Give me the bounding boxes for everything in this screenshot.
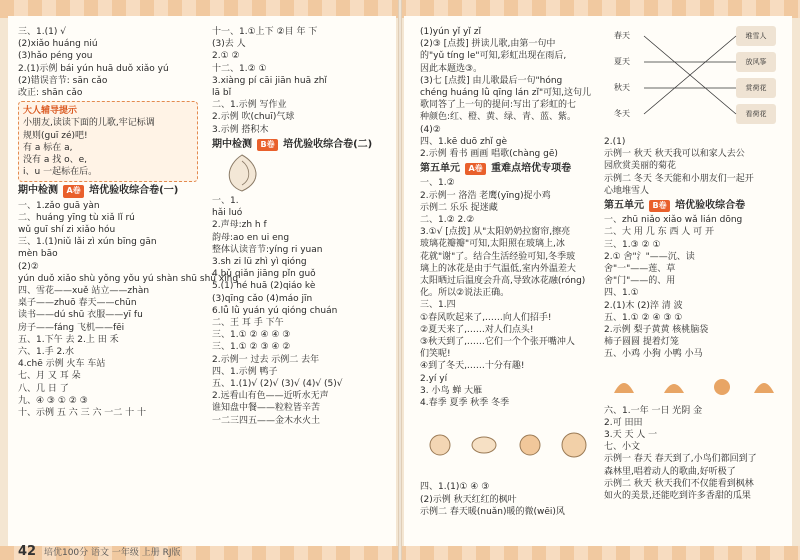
answer-line: 三、1.① ② ④ ④ ③ bbox=[212, 330, 291, 341]
answer-line: hǎi luó bbox=[212, 208, 243, 219]
answer-line: 如火的美景,还能吃到许多香甜的瓜果 bbox=[604, 491, 751, 502]
answer-line: 三、1.③ ② ① bbox=[604, 239, 661, 250]
answer-line: 四、雪花——xuě 站立——zhàn bbox=[18, 286, 150, 297]
answer-line: 二、王 耳 手 下午 bbox=[212, 318, 284, 329]
answer-line: 谁知盘中餐——粒粒皆辛苦 bbox=[212, 403, 321, 414]
answer-line: 示例二 秋天 秋天我们不仅能看到枫林 bbox=[604, 478, 754, 489]
answer-line: 舍"一"——莲、草 bbox=[604, 264, 676, 275]
answer-line: 十、示例 五 六 三 六 一二 十 十 bbox=[18, 408, 147, 419]
answer-line: 森林里,唱着动人的歌曲,好听极了 bbox=[604, 466, 736, 477]
answer-line: 3.天 天 人 一 bbox=[604, 430, 658, 441]
answer-line: 示例一 春天 春天到了,小鸟们都回到了 bbox=[604, 454, 757, 465]
answer-line: 2.(1) bbox=[604, 137, 626, 147]
col3-season-matching bbox=[420, 385, 598, 409]
section-tag: B卷 bbox=[649, 200, 669, 212]
answer-line: 3.①√ [点拨] 从"太阳奶奶拉窗帘,擦亮 bbox=[420, 227, 571, 238]
answer-line: (1)yún yǐ yǐ zǐ bbox=[420, 27, 481, 37]
answer-line: 玻璃花瓣瓣"可知,太阳照在玻璃上,冰 bbox=[420, 239, 565, 250]
answer-line: 有 a 标在 a, bbox=[23, 142, 73, 153]
section-name: 培优验收综合卷(一) bbox=[89, 185, 179, 197]
col4-answers-top bbox=[604, 136, 790, 197]
answer-line: 心地堆雪人 bbox=[604, 185, 650, 196]
answer-line: 2.① 舍"氵"——沉、读 bbox=[604, 251, 695, 262]
tip-title: 大人辅导提示 bbox=[23, 106, 78, 117]
answer-line: 一、1.② bbox=[420, 178, 455, 189]
page-number: 42 bbox=[18, 544, 37, 559]
answer-line: 种颜色:红、橙、黄、绿、青、蓝、紫。 bbox=[420, 112, 577, 123]
match-season-label: 春天 bbox=[614, 31, 630, 40]
answer-line: 四、1.① bbox=[604, 288, 639, 299]
answer-line: 2.声母:zh h f bbox=[212, 220, 267, 231]
col2-answers-bottom bbox=[212, 195, 392, 427]
answer-line: 桌子——zhuō 春天——chūn bbox=[18, 298, 137, 309]
answer-line: 3.xiàng pí cāi jiān huā zhǐ bbox=[212, 75, 327, 86]
answer-line: 5.(1) hé huā (2)qiáo kè bbox=[212, 281, 316, 292]
answer-line: 六、1.一年 一日 光阴 金 bbox=[604, 405, 703, 416]
answer-line: 4.chē 示例 火车 车站 bbox=[18, 359, 106, 370]
answer-line: 歌同答了上一句的提问:写出了彩虹的七 bbox=[420, 100, 577, 111]
answer-line: 2.(1)木 (2)淬 清 波 bbox=[604, 300, 683, 311]
tip-lines bbox=[23, 117, 193, 178]
answer-line: 一、zhū niǎo xiǎo wǎ lián dōng bbox=[604, 215, 743, 226]
answer-line: 2.yí yí bbox=[420, 373, 448, 384]
section-title: 期中检测 bbox=[18, 185, 58, 197]
answer-line: mèn bāo bbox=[18, 249, 58, 260]
col4-answers-bottom bbox=[604, 405, 790, 503]
answer-line: 2.① ② bbox=[212, 51, 240, 62]
footer-text: 培优100分 语文 一年级 上册 RJ版 bbox=[43, 548, 181, 558]
answer-line: 2.示例 吹(chuī)气球 bbox=[212, 112, 295, 123]
answer-line: yún duǒ xiǎo shù yǒng yǒu yú shàn shū shǔ xǐng bbox=[18, 273, 239, 284]
conch-shell-illustration bbox=[212, 153, 392, 193]
section-header-midterm-a bbox=[18, 185, 198, 197]
answer-line: 二、大 用 几 东 西 人 可 开 bbox=[604, 227, 715, 238]
answer-line: 房子——fáng 飞机——fēi bbox=[18, 322, 125, 333]
col3-answers-middle bbox=[420, 177, 598, 384]
answer-line: ④到了冬天,……十分有趣! bbox=[420, 361, 525, 372]
answer-line: 八、几 日 了 bbox=[18, 383, 69, 394]
section-title: 第五单元 bbox=[420, 163, 460, 175]
answer-line: 五、小鸡 小狗 小鸭 小马 bbox=[604, 349, 703, 360]
answer-line: 2.(1)示例 bái yún huā duǒ xiǎo yú bbox=[18, 63, 169, 74]
answer-line: 们笑呢! bbox=[420, 349, 451, 360]
answer-line: ②夏天来了,……对人们点头! bbox=[420, 324, 534, 335]
answer-line: (3)qīng cǎo (4)máo jīn bbox=[212, 293, 313, 304]
answer-line: 太阳晒过后温度会升高,导致冰花融(róng) bbox=[420, 276, 586, 287]
answer-line: 2.示例 看书 画画 唱歌(chàng gē) bbox=[420, 149, 558, 160]
section-header-unit5-b bbox=[604, 200, 790, 212]
match-activity-picture: 看荷花 bbox=[736, 104, 776, 124]
answer-line: 3. 小鸟 蝉 大雁 bbox=[420, 385, 483, 396]
answer-line: 整体认读音节:yíng ri yuan bbox=[212, 244, 323, 255]
answer-line: 示例二 春天暖(nuǎn)暖的微(wēi)风 bbox=[420, 506, 565, 517]
answer-line: 示例二 乐乐 捉迷藏 bbox=[420, 202, 498, 213]
season-activity-matching bbox=[604, 22, 790, 134]
answer-line: 六、1.手 2.水 bbox=[18, 347, 75, 358]
answer-line: 五、1.下午 去 2.上 田 禾 bbox=[18, 334, 119, 345]
answer-line: 四、1.示例 鸭子 bbox=[212, 366, 278, 377]
answer-line: 改正: shān cǎo bbox=[18, 88, 83, 99]
section-title: 期中检测 bbox=[212, 138, 252, 150]
section-tag: A卷 bbox=[63, 185, 83, 197]
answer-line: 示例一 秋天 秋天我可以和家人去公 bbox=[604, 149, 745, 160]
answer-line: (2)xiǎo huáng niú bbox=[18, 39, 98, 50]
match-season-label: 秋天 bbox=[614, 83, 630, 92]
answer-line: 2.远看山有色——近听水无声 bbox=[212, 391, 329, 402]
answer-line: 2.可 田田 bbox=[604, 417, 643, 428]
book-spine bbox=[398, 0, 402, 560]
answer-line: 3.sh zi lü zhì yì qióng bbox=[212, 257, 307, 268]
answer-line: wǔ guī shí zi xiǎo hóu bbox=[18, 225, 116, 236]
answer-line: (3)七 [点拨] 由儿歌最后一句"hóng bbox=[420, 75, 563, 86]
column-2 bbox=[212, 26, 392, 427]
answer-line: 七、月 又 耳 朵 bbox=[18, 371, 81, 382]
tutor-tip-box bbox=[18, 101, 198, 182]
col3-answers-bottom bbox=[420, 481, 598, 518]
column-4 bbox=[604, 22, 790, 502]
answer-line: 没有 a 找 o、e, bbox=[23, 155, 88, 166]
answer-line: 四、1.kē duō zhǐ gè bbox=[420, 136, 508, 147]
match-activity-picture: 堆雪人 bbox=[736, 26, 776, 46]
answer-line: 四、1.(1)① ④ ③ bbox=[420, 482, 490, 493]
page-footer bbox=[18, 544, 181, 559]
answer-line: (2)② bbox=[18, 261, 39, 272]
answer-line: 二、1.② 2.② bbox=[420, 215, 475, 226]
animal-footprints-illustration bbox=[604, 363, 790, 403]
answer-line: 一二三四五——金木水火土 bbox=[212, 415, 321, 426]
match-season-label: 冬天 bbox=[614, 109, 630, 118]
answer-line: 三、1.四 bbox=[420, 300, 456, 311]
col2-answers-top bbox=[212, 26, 392, 136]
answer-line: 花就"谢"了。结合生活经验可知,冬季玻 bbox=[420, 251, 576, 262]
answer-line: 小朋友,读读下面的儿歌,牢记标调 bbox=[23, 118, 155, 129]
section-name: 重难点培优专项卷 bbox=[491, 163, 572, 175]
answer-line: 示例二 冬天 冬天能和小朋友们一起开 bbox=[604, 173, 754, 184]
answer-line: 七、小文 bbox=[604, 442, 641, 453]
answer-line: 4.bǔ qiǎn jiāng pǐn guǒ bbox=[212, 269, 316, 280]
section-title: 第五单元 bbox=[604, 200, 644, 212]
col1-answers-top bbox=[18, 26, 198, 99]
answer-line: 规则(guī zé)吧! bbox=[23, 130, 88, 141]
answer-line: 五、1.① ② ④ ③ ① bbox=[604, 312, 683, 323]
col4-answers-middle bbox=[604, 214, 790, 360]
answer-line: ①春风吹起来了,……向人们招手! bbox=[420, 312, 552, 323]
answer-line: (4)② bbox=[420, 124, 441, 135]
answer-line: 韵母:ao en ui eng bbox=[212, 232, 290, 243]
answer-line: 舍"门"——的、用 bbox=[604, 276, 676, 287]
col3-answers-top bbox=[420, 26, 598, 160]
answer-line: 的"yǔ tíng le"可知,彩虹出现在雨后, bbox=[420, 51, 567, 62]
answer-line: 三、1.(1) √ bbox=[18, 27, 66, 37]
answer-line: chéng huáng lǜ qīng lán zǐ"可知,这句儿 bbox=[420, 88, 592, 99]
answer-line: 十二、1.② ① bbox=[212, 63, 267, 74]
answer-line: 因此本题选③。 bbox=[420, 63, 483, 74]
section-tag: A卷 bbox=[465, 163, 485, 175]
answer-line: 2.示例 梨子黄黄 核桃脑袋 bbox=[604, 325, 709, 336]
section-name: 培优验收综合卷(二) bbox=[283, 138, 373, 150]
answer-line: 三、1.① ② ③ ④ ② bbox=[212, 342, 291, 353]
answer-line: 璃上的冰花是由于气温低,室内外温差大 bbox=[420, 263, 576, 274]
answer-line: 6.lǚ lǜ yuán yú qióng chuán bbox=[212, 305, 338, 316]
answer-line: (2)错误音节: sān cǎo bbox=[18, 75, 108, 86]
answer-line: 2.示例一 过去 示例二 去年 bbox=[212, 354, 320, 365]
match-activity-picture: 放风筝 bbox=[736, 52, 776, 72]
answer-line: (2)③ [点拨] 拼读儿歌,由第一句中 bbox=[420, 39, 556, 50]
answer-line: 化。所以②说法正确。 bbox=[420, 288, 510, 299]
answer-line: 一、1.zǎo guā yàn bbox=[18, 200, 100, 211]
answer-line: i、u 一起标在后。 bbox=[23, 167, 98, 178]
match-activity-picture: 赏荷花 bbox=[736, 78, 776, 98]
section-header-midterm-b bbox=[212, 139, 392, 151]
answer-line: 三、1.(1)niǔ lǎi zì xún bīng gān bbox=[18, 237, 157, 248]
answer-line: 2.示例一 洛浩 老鹰(yīng)捉小鸡 bbox=[420, 190, 551, 201]
seasonal-leaves-illustration bbox=[420, 411, 598, 479]
section-name: 培优验收综合卷 bbox=[675, 200, 746, 212]
answer-line: 五、1.(1)√ (2)√ (3)√ (4)√ (5)√ bbox=[212, 379, 343, 390]
answer-line: (2)示例 秋天红红的枫叶 bbox=[420, 494, 517, 505]
answer-line: 4.春季 夏季 秋季 冬季 bbox=[420, 398, 510, 409]
answer-line: 园欣赏美丽的菊花 bbox=[604, 161, 677, 172]
column-3 bbox=[420, 26, 598, 518]
answer-line: 一、1. bbox=[212, 196, 239, 207]
answer-line: 二、1.示例 写作业 bbox=[212, 100, 287, 111]
answer-line: 九、④ ③ ① ② ③ bbox=[18, 395, 88, 406]
match-season-label: 夏天 bbox=[614, 57, 630, 66]
answer-line: 柿子圆圆 提着灯笼 bbox=[604, 337, 679, 348]
answer-line: lā bǐ bbox=[212, 88, 232, 99]
answer-line: 二、huáng yīng tù xiǎ lǐ rú bbox=[18, 212, 135, 223]
answer-line: (3)去 人 bbox=[212, 39, 246, 50]
answer-line: (3)hǎo péng you bbox=[18, 51, 93, 62]
answer-line: 十一、1.①上下 ②目 年 下 bbox=[212, 27, 318, 37]
section-header-unit5-a bbox=[420, 163, 598, 175]
answer-line: 读书——dú shū 衣服——yī fu bbox=[18, 310, 143, 321]
answer-line: 3.示例 搭积木 bbox=[212, 124, 269, 135]
answer-line: ③秋天到了,……它们一个个张开嘴冲人 bbox=[420, 337, 575, 348]
section-tag: B卷 bbox=[257, 139, 277, 151]
